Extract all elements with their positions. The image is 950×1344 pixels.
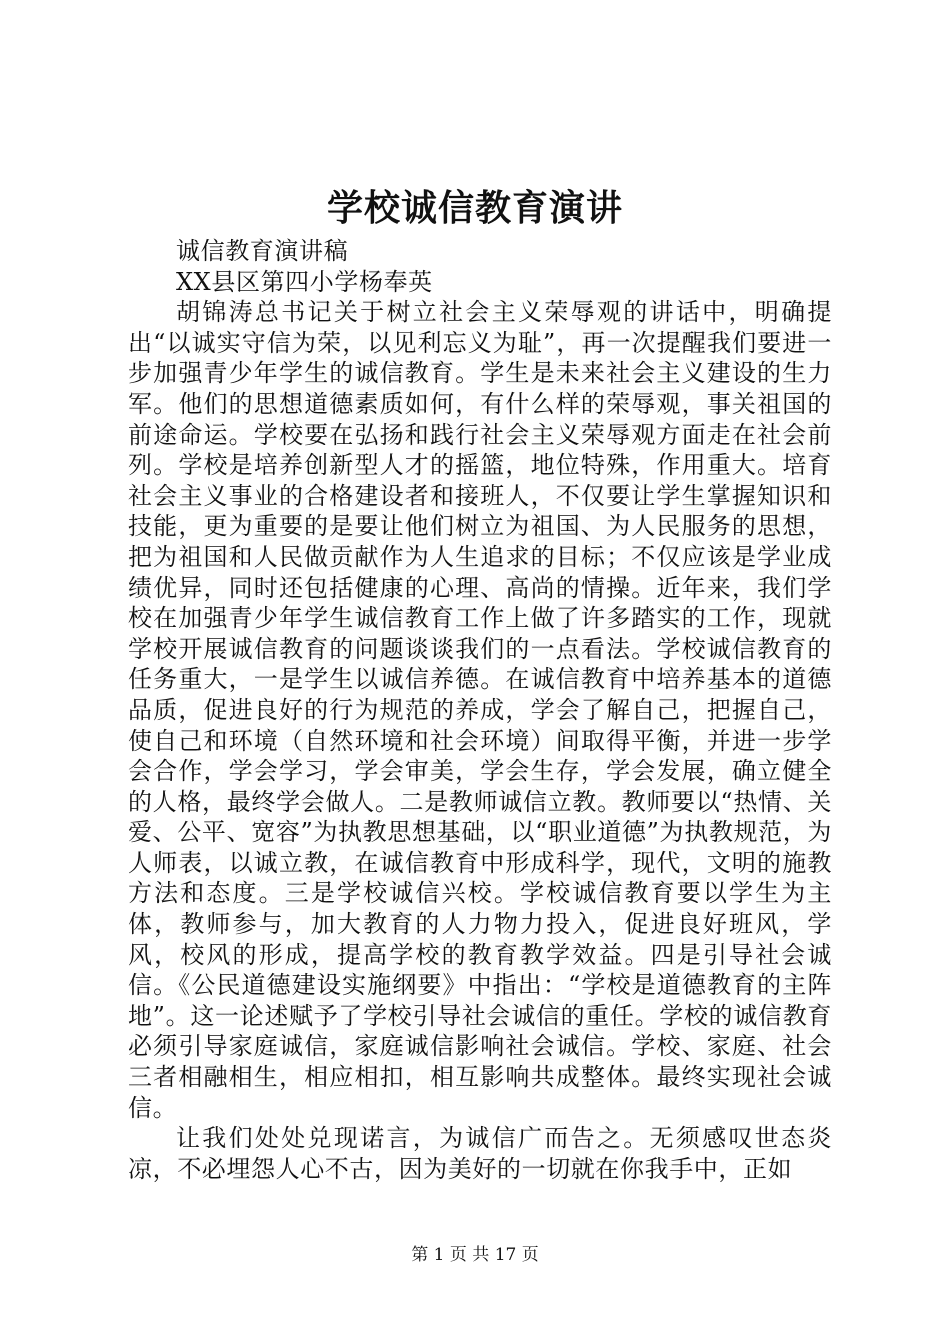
document-body [128, 236, 832, 1184]
body-paragraph-1: 胡锦涛总书记关于树立社会主义荣辱观的讲话中，明确提出“以诚实守信为荣，以见利忘义为耻”，再一次提醒我们要进一步加强青少年学生的诚信教育。学生是未来社会主义建设的生力军。他们的思想道德素质如何，有什么样的荣辱观，事关祖国的前途命运。学校要在弘扬和践行社会主义荣辱观方面走在社会前列。学校是培养创新型人才的摇篮，地位特殊，作用重大。培育社会主义事业的合格建设者和接班人，不仅要让学生掌握知识和技能，更为重要的是要让他们树立为祖国、为人民服务的思想，把为祖国和人民做贡献作为人生追求的目标；不仅应该是学业成绩优异，同时还包括健康的心理、高尚的情操。近年来，我们学校在加强青少年学生诚信教育工作上做了许多踏实的工作，现就学校开展诚信教育的问题谈谈我们的一点看法。学校诚信教育的任务重大，一是学生以诚信养德。在诚信教育中培养基本的道德品质，促进良好的行为规范的养成，学会了解自己，把握自己，使自己和环境（自然环境和社会环境）间取得平衡，并进一步学会合作，学会学习，学会审美，学会生存，学会发展，确立健全的人格，最终学会做人。二是教师诚信立教。教师要以“热情、关爱、公平、宽容”为执教思想基础，以“职业道德”为执教规范，为人师表，以诚立教，在诚信教育中形成科学，现代，文明的施教方法和态度。三是学校诚信兴校。学校诚信教育要以学生为主体，教师参与，加大教育的人力物力投入，促进良好班风，学风，校风的形成，提高学校的教育教学效益。四是引导社会诚信。《公民道德建设实施纲要》中指出：“学校是道德教育的主阵地”。这一论述赋予了学校引导社会诚信的重任。学校的诚信教育必须引导家庭诚信，家庭诚信影响社会诚信。学校、家庭、社会三者相融相生，相应相扣，相互影响共成整体。最终实现社会诚信。 [128, 298, 832, 1122]
speech-subtitle: 诚信教育演讲稿 [176, 237, 349, 265]
body-paragraph-2: 让我们处处兑现诺言，为诚信广而告之。无须感叹世态炎凉，不必埋怨人心不古，因为美好的一切就在你我手中，正如 [128, 1124, 832, 1183]
document-title: 学校诚信教育演讲 [326, 187, 623, 229]
author-line: XX县区第四小学杨奉英 [176, 267, 433, 296]
page-number-footer: 第 1 页 共 17 页 [411, 1245, 539, 1265]
